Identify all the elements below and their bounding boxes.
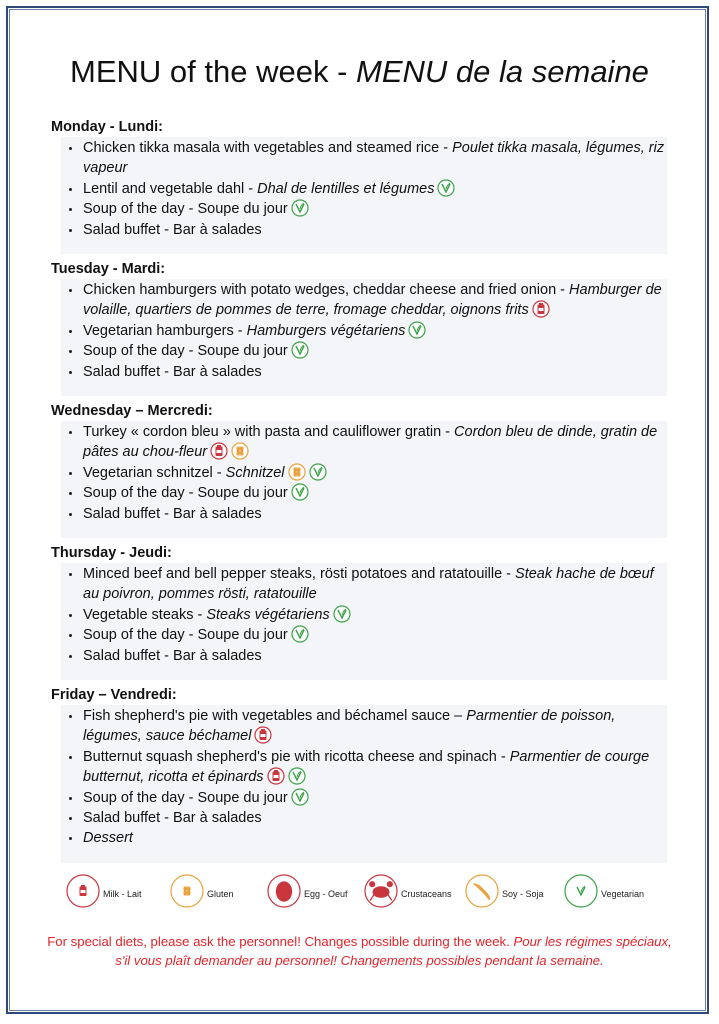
menu-item-en: Vegetarian schnitzel -: [83, 464, 226, 481]
day-title: Wednesday – Mercredi:: [51, 403, 213, 419]
legend-label: Egg - Oeuf: [304, 888, 348, 899]
allergen-legend: [66, 874, 666, 914]
milk-icon: [210, 442, 228, 460]
menu-item-fr: Cordon bleu de dinde, gratin de pâtes au chou-fleur: [83, 424, 658, 461]
menu-items-list: [61, 421, 667, 538]
note-fr: Pour les régimes spéciaux, s'il vous plaît demander au personnel! Changements possibles pendant la semaine.: [115, 934, 672, 968]
menu-item-fr: Parmentier de poisson, légumes, sauce béchamel: [83, 708, 616, 745]
gluten-icon: [288, 463, 306, 481]
menu-item-en: Vegetarian hamburgers -: [83, 322, 247, 339]
day-title: Monday - Lundi:: [51, 119, 163, 135]
milk-icon: [66, 874, 100, 913]
milk-icon: [254, 726, 272, 744]
vegetarian-icon: [309, 463, 327, 481]
legend-item: [364, 874, 452, 913]
day-title: Tuesday - Mardi:: [51, 261, 166, 277]
menu-items-list: [61, 279, 667, 396]
title-en: MENU of the week -: [70, 54, 357, 89]
menu-item: [61, 646, 667, 666]
menu-item-en: Salad buffet - Bar à salades: [83, 221, 262, 238]
menu-item: [61, 808, 667, 828]
menu-item: [61, 706, 667, 747]
legend-label: Vegetarian: [601, 888, 645, 899]
menu-item-en: Salad buffet - Bar à salades: [83, 810, 262, 827]
title-fr: MENU de la semaine: [356, 54, 649, 89]
menu-items-list: [61, 137, 667, 254]
menu-item-en: Soup of the day - Soupe du jour: [83, 789, 288, 806]
menu-item-en: Soup of the day - Soupe du jour: [83, 201, 288, 218]
menu-item-en: Minced beef and bell pepper steaks, rösti potatoes and ratatouille -: [83, 566, 516, 582]
menu-items-list: [61, 563, 667, 680]
legend-label: Soy - Soja: [502, 888, 544, 899]
page-title: [0, 52, 719, 92]
gluten-icon: [170, 874, 204, 913]
vegetarian-icon: [291, 341, 309, 359]
menu-item-en: Vegetable steaks -: [83, 606, 207, 623]
egg-icon: [267, 874, 301, 913]
menu-item-fr: Dhal de lentilles et légumes: [257, 180, 435, 197]
menu-item: [61, 747, 667, 788]
menu-item: [61, 280, 667, 321]
menu-item-fr: Parmentier de courge butternut, ricotta et épinards: [83, 748, 650, 786]
vegetarian-icon: [333, 605, 351, 623]
menu-items-list: [61, 705, 667, 863]
day-tuesday: [51, 259, 671, 396]
legend-label: Crustaceans: [401, 888, 452, 899]
menu-item: [61, 463, 667, 483]
milk-icon: [532, 300, 550, 318]
legend-label: Milk - Lait: [103, 888, 142, 899]
day-wednesday: [51, 401, 671, 538]
menu-item-en: Soup of the day - Soupe du jour: [83, 627, 288, 644]
vegetarian-icon: [408, 321, 426, 339]
special-diets-note: [40, 932, 679, 970]
menu-item-fr: Hamburgers végétariens: [246, 322, 406, 339]
vegetarian-icon: [291, 625, 309, 643]
day-monday: [51, 117, 671, 254]
menu-item: [61, 138, 667, 179]
menu-item-fr: Hamburger de volaille, quartiers de pommes de terre, fromage cheddar, oignons frits: [83, 282, 662, 319]
menu-item: [61, 788, 667, 808]
menu-item: [61, 199, 667, 219]
day-thursday: [51, 543, 671, 680]
menu-item-en: Chicken tikka masala with vegetables and steamed rice -: [83, 140, 453, 156]
day-friday: [51, 685, 671, 863]
vegetarian-icon: [288, 767, 306, 785]
menu-item-fr: Steak hache de bœuf au poivron, pommes rösti, ratatouille: [83, 566, 654, 603]
menu-item: [61, 625, 667, 645]
menu-item: [61, 220, 667, 240]
milk-icon: [267, 767, 285, 785]
day-title: Thursday - Jeudi:: [51, 545, 172, 561]
menu-item-en: Salad buffet - Bar à salades: [83, 363, 262, 380]
menu-item: [61, 321, 667, 341]
legend-item: [564, 874, 644, 913]
crustaceans-icon: [364, 874, 398, 913]
menu-item: [61, 483, 667, 503]
menu-item: [61, 564, 667, 605]
menu-item-en: Butternut squash shepherd's pie with ricotta cheese and spinach -: [83, 748, 510, 765]
legend-item: [465, 874, 544, 913]
menu-item: [61, 341, 667, 361]
gluten-icon: [231, 442, 249, 460]
menu-item: [61, 422, 667, 463]
menu-item-en: Salad buffet - Bar à salades: [83, 647, 262, 664]
menu-item: [61, 828, 667, 848]
vegetarian-icon: [291, 483, 309, 501]
menu-item: [61, 362, 667, 382]
vegetarian-icon: [437, 179, 455, 197]
menu-item: [61, 179, 667, 199]
menu-item: [61, 605, 667, 625]
menu-item-en: Chicken hamburgers with potato wedges, cheddar cheese and fried onion -: [83, 282, 570, 298]
day-title: Friday – Vendredi:: [51, 687, 177, 703]
menu-item-en: Soup of the day - Soupe du jour: [83, 485, 288, 502]
menu-item: [61, 504, 667, 524]
vegetarian-icon: [291, 199, 309, 217]
soy-icon: [465, 874, 499, 913]
legend-label: Gluten: [207, 888, 234, 899]
vegetarian-icon: [564, 874, 598, 913]
menu-item-en: Turkey « cordon bleu » with pasta and cauliflower gratin -: [83, 424, 455, 440]
note-en: For special diets, please ask the personnel! Changes possible during the week.: [47, 934, 514, 949]
menu-item-en: Lentil and vegetable dahl -: [83, 180, 258, 197]
menu-item-en: Soup of the day - Soupe du jour: [83, 343, 288, 360]
menu-item-en: Fish shepherd's pie with vegetables and béchamel sauce –: [83, 708, 467, 724]
legend-item: [267, 874, 348, 913]
menu-item-fr: Steaks végétariens: [206, 606, 330, 623]
vegetarian-icon: [291, 788, 309, 806]
menu-item-fr: Schnitzel: [225, 464, 285, 481]
legend-item: [170, 874, 234, 913]
menu-item-fr: Dessert: [83, 830, 133, 847]
legend-item: [66, 874, 142, 913]
menu-item-fr: Poulet tikka masala, légumes, riz vapeur: [83, 140, 665, 177]
menu-item-en: Salad buffet - Bar à salades: [83, 505, 262, 522]
